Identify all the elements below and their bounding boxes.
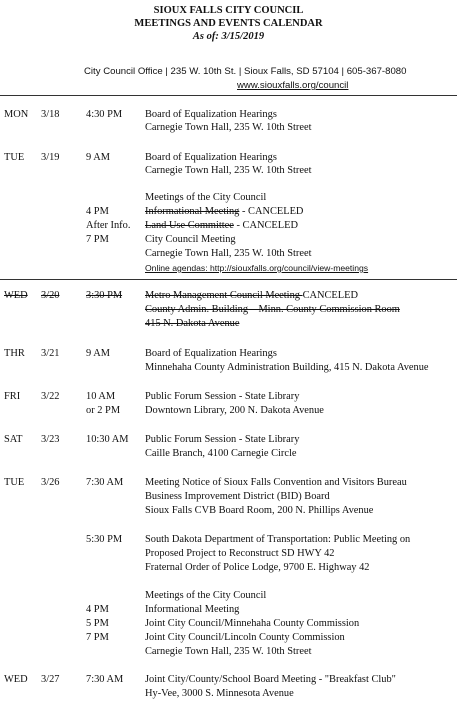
entry-meeting: City Council Meeting xyxy=(145,234,236,245)
entry-day: WED xyxy=(4,290,28,301)
cancelled-label: CANCELED xyxy=(302,290,358,301)
entry-meeting: Joint City Council/Minnehaha County Commission xyxy=(145,618,360,629)
entry-meeting-cancelled xyxy=(145,219,298,233)
entry-location: Sioux Falls CVB Board Room, 200 N. Phillips Avenue xyxy=(145,505,374,516)
entry-address: 415 N. Dakota Avenue xyxy=(145,318,240,329)
section-divider xyxy=(0,279,457,280)
cancelled-meeting-name: Informational Meeting xyxy=(145,206,240,217)
as-of-date: As of: 3/15/2019 xyxy=(192,31,265,42)
entry-date: 3/21 xyxy=(41,348,60,359)
entry-time: 7 PM xyxy=(86,234,109,245)
entry-time: 3:30 PM xyxy=(86,290,123,301)
entry-title: Board of Equalization Hearings xyxy=(145,348,277,359)
entry-location: Downtown Library, 200 N. Dakota Avenue xyxy=(145,405,324,416)
entry-meeting-cancelled xyxy=(145,205,303,219)
office-contact-line: City Council Office | 235 W. 10th St. | Sioux Falls, SD 57104 | 605-367-8080 xyxy=(84,66,407,77)
entry-time: 4 PM xyxy=(86,206,109,217)
entry-date: 3/26 xyxy=(41,477,60,488)
entry-location: Carnegie Town Hall, 235 W. 10th Street xyxy=(145,646,312,657)
entry-day: THR xyxy=(4,348,25,359)
entry-title: Meetings of the City Council xyxy=(145,192,267,203)
entry-title: Meetings of the City Council xyxy=(145,590,267,601)
cancelled-meeting-name: Metro Management Council Meeting xyxy=(145,290,303,301)
entry-location: Caille Branch, 4100 Carnegie Circle xyxy=(145,448,297,459)
entry-day: FRI xyxy=(4,391,21,402)
entry-location: Fraternal Order of Police Lodge, 9700 E. Highway 42 xyxy=(145,562,370,573)
entry-title: South Dakota Department of Transportation: Public Meeting on xyxy=(145,534,411,545)
entry-title: Public Forum Session - State Library xyxy=(145,434,300,445)
entry-location: Carnegie Town Hall, 235 W. 10th Street xyxy=(145,122,312,133)
entry-time: 10:30 AM xyxy=(86,434,129,445)
entry-date: 3/23 xyxy=(41,434,60,445)
entry-location: Minnehaha County Administration Building, 415 N. Dakota Avenue xyxy=(145,362,429,373)
page-subtitle: MEETINGS AND EVENTS CALENDAR xyxy=(134,18,323,29)
header-divider xyxy=(0,95,457,96)
entry-date: 3/18 xyxy=(41,109,60,120)
entry-title: Board of Equalization Hearings xyxy=(145,109,277,120)
entry-time: 10 AM xyxy=(86,391,116,402)
entry-title: Public Forum Session - State Library xyxy=(145,391,300,402)
entry-time: 7:30 AM xyxy=(86,674,124,685)
entry-date: 3/19 xyxy=(41,152,60,163)
entry-meeting: Informational Meeting xyxy=(145,604,240,615)
entry-date: 3/20 xyxy=(41,290,60,301)
entry-date: 3/22 xyxy=(41,391,60,402)
entry-location: Carnegie Town Hall, 235 W. 10th Street xyxy=(145,248,312,259)
entry-day: SAT xyxy=(4,434,23,445)
entry-time: or 2 PM xyxy=(86,405,121,416)
council-website-link[interactable]: www.siouxfalls.org/council xyxy=(237,80,349,91)
entry-day: TUE xyxy=(4,152,25,163)
page-title: SIOUX FALLS CITY COUNCIL xyxy=(153,5,304,16)
entry-time: 5:30 PM xyxy=(86,534,123,545)
entry-meeting: Joint City Council/Lincoln County Commission xyxy=(145,632,345,643)
entry-subtitle: Proposed Project to Reconstruct SD HWY 42 xyxy=(145,548,335,559)
online-agendas-link[interactable]: Online agendas: http://siouxfalls.org/council/view-meetings xyxy=(145,263,369,273)
cancelled-label: - CANCELED xyxy=(233,220,298,231)
entry-meeting-cancelled xyxy=(145,289,358,303)
entry-time: 7 PM xyxy=(86,632,109,643)
entry-time: 7:30 AM xyxy=(86,477,124,488)
entry-location: County Admin. Building – Minn. County Commission Room xyxy=(145,304,400,315)
entry-time: 9 AM xyxy=(86,348,110,359)
entry-title: Meeting Notice of Sioux Falls Convention and Visitors Bureau xyxy=(145,477,407,488)
entry-day: TUE xyxy=(4,477,25,488)
entry-day: MON xyxy=(4,109,29,120)
entry-title: Joint City/County/School Board Meeting - "Breakfast Club" xyxy=(145,674,396,685)
entry-location: Carnegie Town Hall, 235 W. 10th Street xyxy=(145,165,312,176)
entry-time: 5 PM xyxy=(86,618,109,629)
entry-time: 4:30 PM xyxy=(86,109,123,120)
entry-time: After Info. xyxy=(86,220,131,231)
entry-time: 4 PM xyxy=(86,604,109,615)
cancelled-meeting-name: Land Use Committee xyxy=(145,220,234,231)
cancelled-label: - CANCELED xyxy=(239,206,304,217)
entry-location: Hy-Vee, 3000 S. Minnesota Avenue xyxy=(145,688,294,699)
entry-date: 3/27 xyxy=(41,674,60,685)
entry-time: 9 AM xyxy=(86,152,110,163)
entry-day: WED xyxy=(4,674,28,685)
entry-subtitle: Business Improvement District (BID) Board xyxy=(145,491,330,502)
entry-title: Board of Equalization Hearings xyxy=(145,152,277,163)
